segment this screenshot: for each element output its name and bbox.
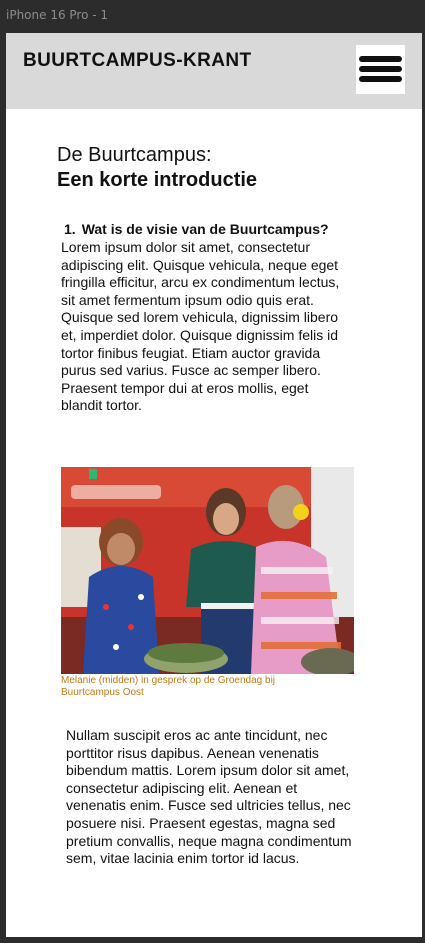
- question-text: Wat is de visie van de Buurtcampus?: [81, 221, 329, 237]
- menu-button[interactable]: [356, 45, 405, 94]
- question-number: 1.: [64, 221, 76, 237]
- section-question: [64, 221, 329, 237]
- photo-illustration: [61, 467, 354, 674]
- phone-frame: [6, 33, 422, 937]
- photo-caption: Melanie (midden) in gesprek op de Groendag bij Buurtcampus Oost: [61, 675, 276, 698]
- article-photo: [61, 467, 354, 674]
- frame-label: iPhone 16 Pro - 1: [6, 8, 109, 22]
- section-2-body: Nullam suscipit eros ac ante tincidunt, nec porttitor risus dapibus. Aenean venenatis bibendum mattis. Lorem ipsum dolor sit amet, consectetur adipiscing elit. Aenean et venenatis enim. Fusce sed ultricies tellus, nec posuere nisi. Praesent egestas, magna sed pretium convallis, neque magna condimentum sem, vitae lacinia enim tortor id lacus.: [66, 727, 352, 867]
- app-title: BUURTCAMPUS-KRANT: [23, 50, 252, 71]
- app-header: [6, 33, 422, 109]
- intro-title: Een korte introductie: [57, 169, 258, 191]
- intro-kicker: De Buurtcampus:: [57, 144, 212, 166]
- section-1-body: Lorem ipsum dolor sit amet, consectetur adipiscing elit. Quisque vehicula, neque eget fringilla efficitur, arcu ex condimentum lectus, sit amet fermentum ipsum odio quis erat. Quisque sed lorem vehicula, dignissim libero et, imperdiet dolor. Quisque dignissim felis id tortor finibus feugiat. Etiam auctor gravida purus sed varius. Fusce ac semper libero. Praesent tempor dui at eros mollis, eget blandit tortor.: [61, 239, 340, 414]
